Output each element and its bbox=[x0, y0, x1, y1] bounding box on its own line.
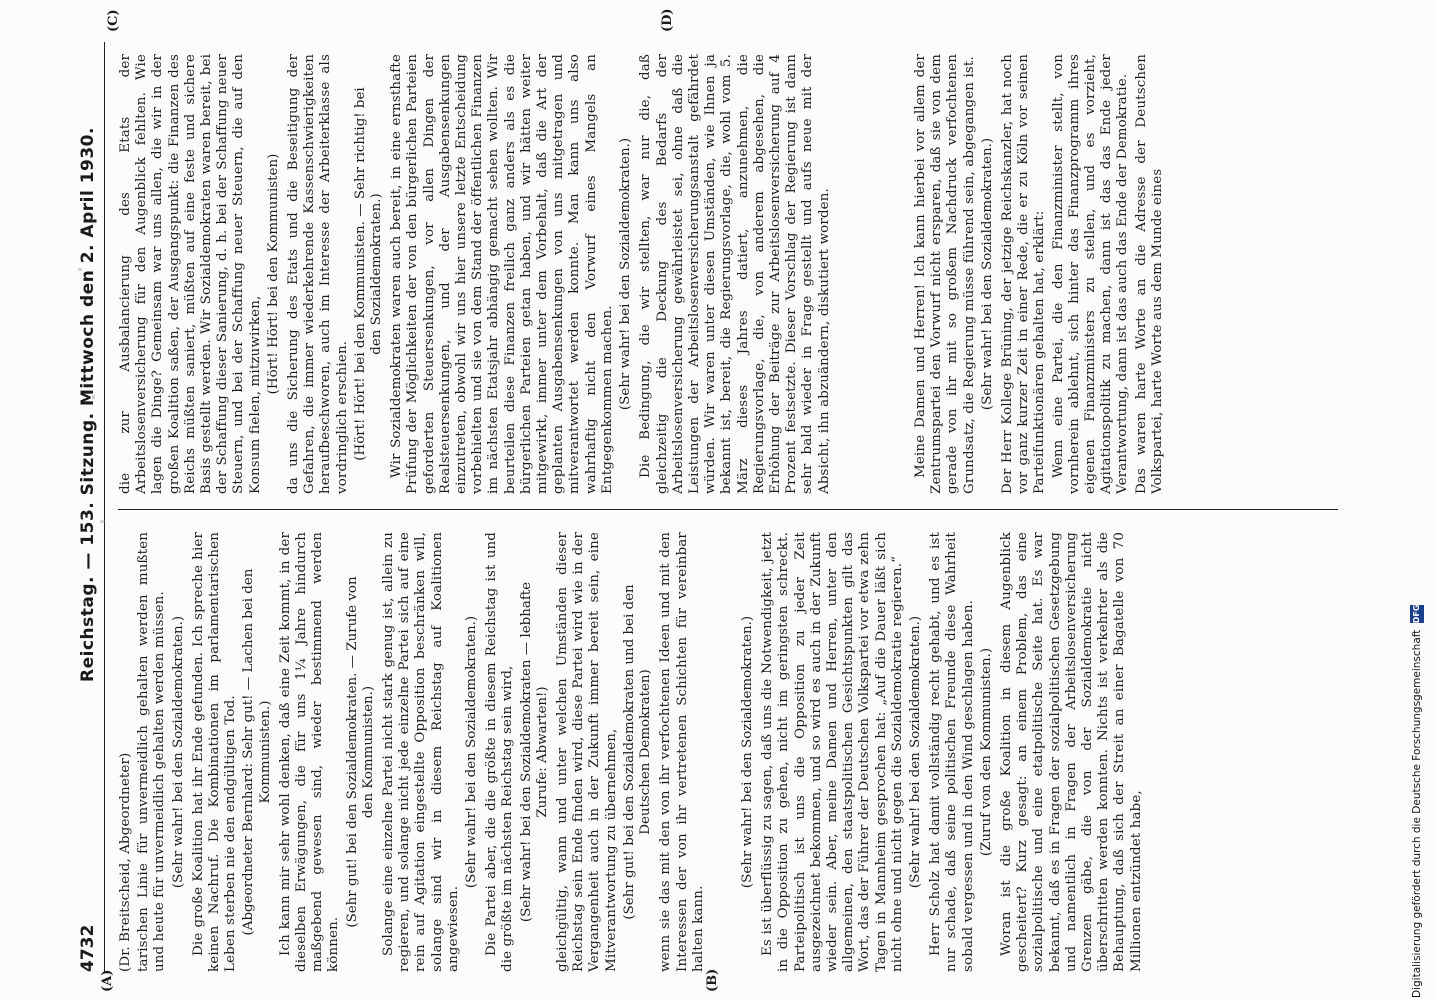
text-paragraph: Woran ist die große Koalition in diesem Augenblick gescheitert? Kurz gesagt: an einem Problem, das eine sozialpolitische und eine etatpolitische Seite hat. Es war bekannt, daß es in Fragen der sozialpolitischen Gesetzgebung und namentlich in Fragen der Arbeitslosenversicherung Grenzen gäbe, die von der Sozialdemokratie nicht überschritten werden konnten. Nichts ist verkehrter als die Behauptung, daß sich der Streit an einer Bagatelle von 70 Millionen entzündet habe, bbox=[999, 532, 1144, 972]
interjection-remark: (Sehr wahr! bei den Sozialdemokraten.) bbox=[979, 137, 995, 411]
text-paragraph: Die große Koalition hat ihr Ende gefunden. Ich spreche hier keinen Nachruf. Die Kombinationen im parlamentarischen Leben sterben nie den endgültigen Tod. bbox=[190, 532, 239, 972]
text-paragraph: Der Herr Kollege Brüning, der jetzige Reichskanzler, hat noch vor ganz kurzer Zeit in einer Rede, die er zu Köln vor seinen Parteifunktionären gehalten hat, erklärt: bbox=[1000, 54, 1048, 494]
interjection-remark: (Hört! Hört! bei den Kommunisten) bbox=[265, 153, 281, 395]
scan-speck bbox=[78, 268, 82, 271]
interjection-remark: (Hört! Hört! bei den Kommunisten. — Sehr richtig! bei den Sozialdemokraten.) bbox=[352, 87, 385, 461]
scan-speck bbox=[83, 600, 86, 603]
text-paragraph: Ich kann mir sehr wohl denken, daß eine Zeit kommt, in der dieselben Erwägungen, die für uns 1¼ Jahre hindurch maßgebend gewesen sind, wieder bestimmend werden können. bbox=[277, 532, 342, 972]
text-paragraph: Es ist überflüssig zu sagen, daß uns die Notwendigkeit, jetzt in die Opposition zu gehen, nicht im geringsten schreckt. Parteipolitisch ist uns die Opposition zu jeder Zeit ausgezeichnet bekommen, und so wird es auch in der Zukunft wieder sein. Aber, meine Damen und Herren, unter den allgemeinen, den staatspolitischen Gesichtspunkten gilt das Wort, das der Führer der Deutschen Volkspartei vor etwa zehn Tagen in Mannheim gesprochen hat: „Auf die Dauer läßt sich nicht ohne und nicht gegen die Sozialdemokratie regieren.“ bbox=[760, 532, 905, 972]
interjection-remark: (Sehr gut! bei den Sozialdemokraten und bei den Deutschen Demokraten) bbox=[621, 584, 654, 920]
interjection-remark: (Sehr gut! bei den Sozialdemokraten. — Zurufe von den Kommunisten.) bbox=[344, 576, 376, 928]
left-column-upper bbox=[118, 532, 709, 972]
text-paragraph: Wir Sozialdemokraten waren auch bereit, in eine ernsthafte Prüfung der Möglichkeiten der von den bürgerlichen Parteien geforderten Steuersenkungen, vor allen Dingen der Realsteuersenkungen, und der Ausgabensenkungen einzutreten, obwohl wir uns hier unsere letzte Entscheidung vorbehielten und sie von dem Stand der öffentlichen Finanzen im nächsten Etatsjahr abhängig gemacht sehen wollten. Wir beurteilen diese Finanzen freilich ganz anders als es die bürgerlichen Parteien getan haben, und wir hätten weiter mitgewirkt, immer unter dem Vorbehalt, daß die Art der geplanten Ausgabensenkungen von uns mitgetragen und mitverantwortet werden konnte. Man kann uns also wahrhaftig nicht den Vorwurf eines Mangels an Entgegenkommen machen. bbox=[389, 54, 615, 494]
column-divider bbox=[118, 509, 1338, 510]
margin-marker-c: (C) bbox=[106, 9, 121, 32]
margin-marker-a: (A) bbox=[100, 969, 115, 992]
text-paragraph: gleichgültig, wann und unter welchen Umständen dieser Reichstag sein Ende finden wird, diese Partei wird wie in der Vergangenheit auch in der Zukunft immer bereit sein, eine Mitverantwortung zu übernehmen, bbox=[555, 532, 619, 972]
digitization-footer bbox=[1410, 0, 1432, 1000]
footer-text: Digitalisierung gefördert durch die Deutsche Forschungsgemeinschaft bbox=[1411, 629, 1423, 998]
right-column-lower bbox=[913, 54, 1168, 494]
interjection-remark: (Sehr wahr! bei den Sozialdemokraten.) bbox=[740, 615, 755, 889]
text-paragraph: die zur Ausbalancierung des Etats der Arbeitslosenversicherung für den Augenblick fehlten. Wie lagen die Dinge? Gemeinsam war uns allen, die wir in der großen Koalition saßen, der Ausgangspunkt: die Finanzen des Reichs müßten saniert, müßten auf eine feste und sichere Basis gestellt werden. Wir Sozialdemokraten waren bereit, bei der Schaffung dieser Sanierung, d. h. bei der Schaffung neuer Steuern, und bei der Schaffung neuer Steuern, die auf den Konsum fielen, mitzuwirken, bbox=[118, 54, 263, 494]
text-paragraph: Das waren harte Worte an die Adresse der Deutschen Volkspartei, harte Worte aus dem Munde eines bbox=[1133, 54, 1165, 494]
text-paragraph: da uns die Sicherung des Etats und die Beseitigung der Gefahren, die immer wiederkehrende Kassenschwierigkeiten heraufbeschworen, auch im Interesse der Arbeiterklasse als vordringlich erschien. bbox=[286, 54, 350, 494]
interjection-remark: (Sehr wahr! bei den Sozialdemokraten.) bbox=[170, 615, 186, 889]
dfg-logo: DFG bbox=[1410, 605, 1424, 623]
page-number: 4732 bbox=[78, 924, 98, 972]
interjection-remark: (Sehr wahr! bei den Sozialdemokraten — lebhafte Zurufe: Abwarten!) bbox=[518, 581, 550, 923]
page-header bbox=[78, 42, 105, 972]
text-paragraph: Solange eine einzelne Partei nicht stark genug ist, allein zu regieren, und solange nicht jede einzelne Partei sich auf eine rein auf Agitation eingestellte Opposition beschränken will, solange sind wir in diesem Reichstag auf Koalitionen angewiesen. bbox=[381, 532, 461, 972]
interjection-remark: (Sehr wahr! bei den Sozialdemokraten.) bbox=[618, 137, 634, 411]
text-paragraph: Die Bedingung, die wir stellten, war nur die, daß gleichzeitig die Deckung des Bedarfs der Arbeitslosenversicherung gewährleistet sei, ohne daß die Leistungen der Arbeitslosenversicherungsanstalt gefährdet würden. Wir waren unter diesen Umständen, wie Ihnen ja bekannt ist, bereit, die Regierungsvorlage, die, wohl vom 5. März dieses Jahres datiert, anzunehmen, die Regierungsvorlage, die, von anderem abgesehen, die Erhöhung der Beiträge zur Arbeitslosenversicherung auf 4 Prozent festsetzte. Dieser Vorschlag der Regierung ist dann sehr bald wieder in Frage gestellt und aufs neue mit der Absicht, ihn abzuändern, diskutiert worden. bbox=[638, 54, 832, 494]
text-paragraph: Wenn eine Partei, die den Finanzminister stellt, von vornherein ablehnt, sich hinter das Finanzprogramm ihres eigenen Finanzministers zu stellen, und es vorzieht, Agitationspolitik zu machen, dann ist das das Ende jeder Verantwortung, dann ist das auch das Ende der Demokratie. bbox=[1050, 54, 1131, 494]
interjection-remark: (Sehr wahr! bei den Sozialdemokraten.) bbox=[464, 615, 480, 889]
margin-marker-b: (B) bbox=[705, 968, 720, 992]
right-column bbox=[118, 54, 1338, 494]
scan-speck bbox=[92, 395, 95, 399]
text-paragraph: tarischen Linie für unvermeidlich gehalten werden mußten und heute für unvermeidlich gehalten werden müssen. bbox=[136, 532, 168, 972]
left-column bbox=[118, 532, 1338, 972]
right-column-upper bbox=[118, 54, 835, 494]
text-paragraph: Meine Damen und Herren! Ich kann hierbei vor allem der Zentrumspartei den Vorwurf nicht ersparen, daß sie von dem gerade von ihr mit so großem Nachdruck verfochtenen Grundsatz, die Regierung müsse führend sein, abgegangen ist. bbox=[913, 54, 977, 494]
margin-marker-d: (D) bbox=[660, 8, 675, 32]
text-paragraph: (Dr. Breitscheid, Abgeordneter) bbox=[118, 752, 133, 972]
text-paragraph: wenn sie das mit den von ihr verfochtenen Ideen und mit den Interessen der von ihr vertretenen Schichten für vereinbar halten kann. bbox=[658, 532, 706, 972]
scan-speck bbox=[100, 520, 105, 523]
interjection-remark: (Abgeordneter Bernhard: Sehr gut! — Lachen bei den Kommunisten.) bbox=[241, 568, 273, 936]
text-paragraph: Die Partei aber, die die größte in diesem Reichstag ist und die größte im nächsten Reichstag sein wird, bbox=[484, 532, 516, 972]
page-title: Reichstag. — 153. Sitzung. Mittwoch den 2. April 1930. bbox=[78, 127, 98, 682]
text-paragraph: Herr Scholz hat damit vollständig recht gehabt, und es ist nur schade, daß seine politischen Freunde diese Wahrheit sobald vergessen und in den Wind geschlagen haben. bbox=[928, 532, 976, 972]
left-column-lower bbox=[738, 532, 1147, 972]
interjection-remark: (Sehr wahr! bei den Sozialdemokraten.) bbox=[908, 615, 924, 889]
interjection-remark: (Zuruf von den Kommunisten.) bbox=[978, 647, 994, 857]
